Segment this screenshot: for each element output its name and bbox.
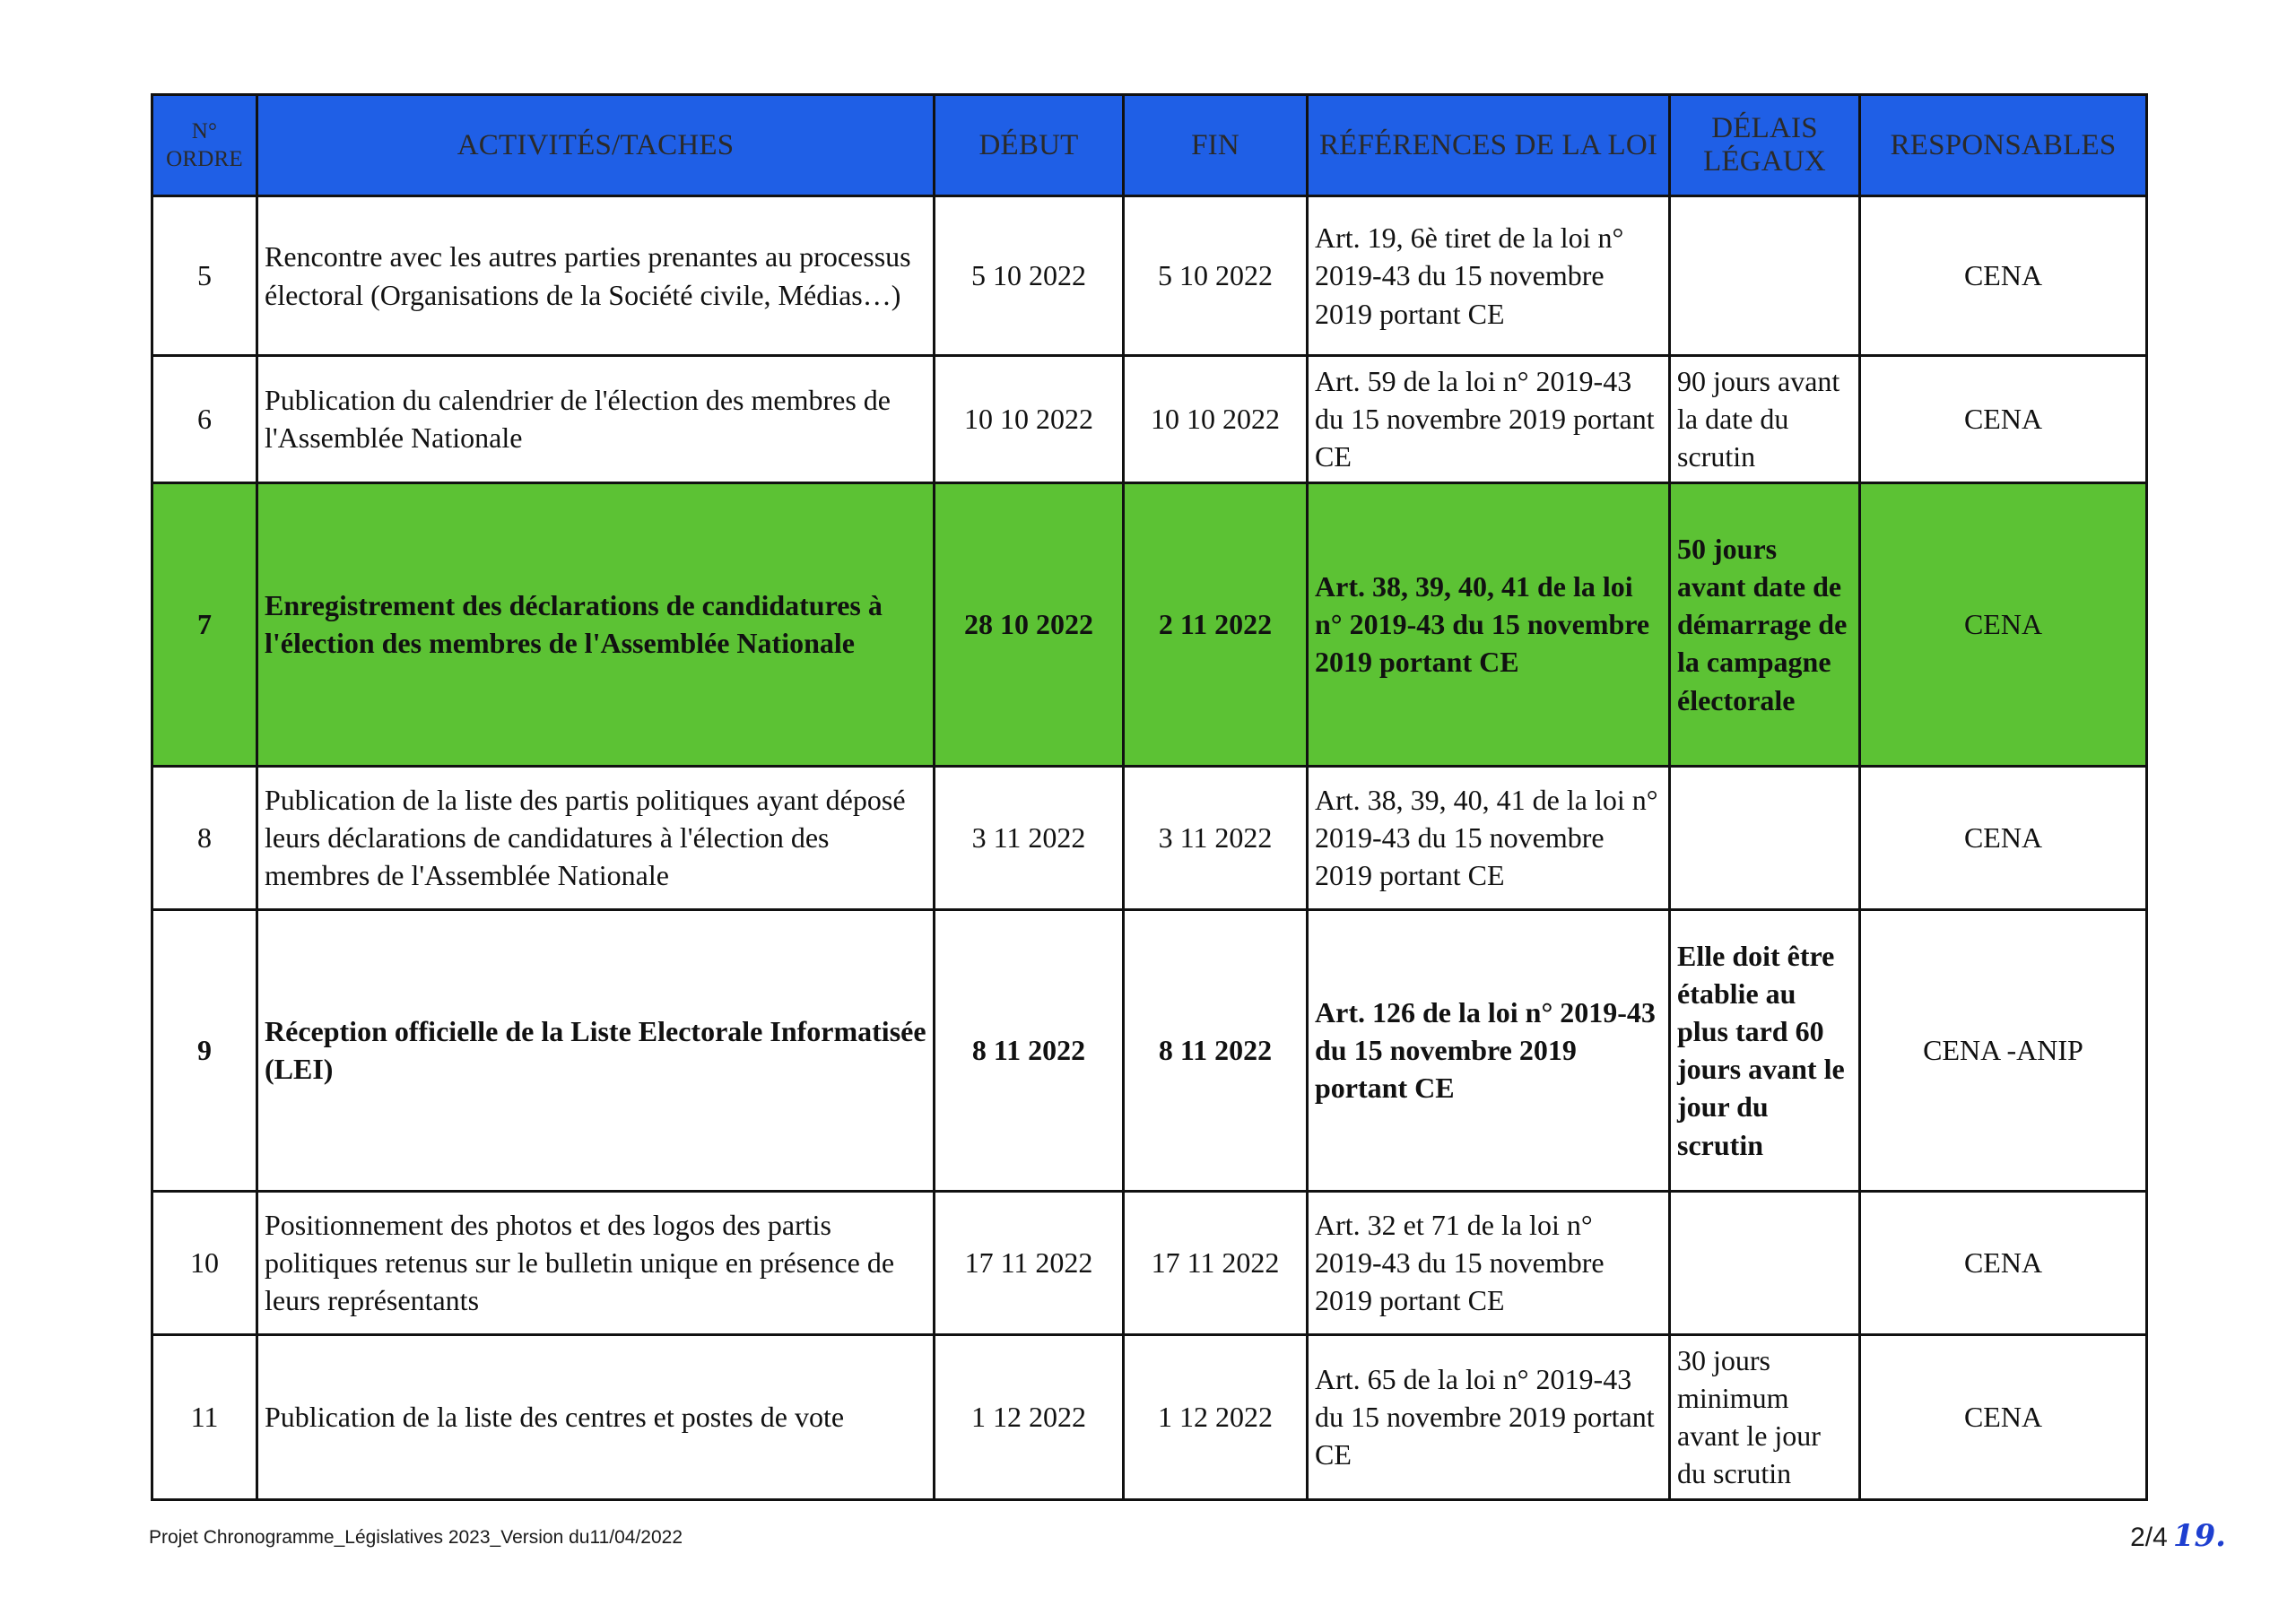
handwritten-mark: 19. — [2172, 1518, 2226, 1554]
cell-delai — [1670, 1191, 1860, 1334]
cell-reference: Art. 38, 39, 40, 41 de la loi n° 2019-43 du 15 novembre 2019 portant CE — [1308, 766, 1670, 909]
header-delais: DÉLAIS LÉGAUX — [1670, 95, 1860, 196]
header-activites: ACTIVITÉS/TACHES — [257, 95, 935, 196]
table-header-row — [152, 95, 2147, 196]
header-debut: DÉBUT — [935, 95, 1124, 196]
cell-ordre: 10 — [152, 1191, 257, 1334]
header-references: RÉFÉRENCES DE LA LOI — [1308, 95, 1670, 196]
cell-responsable: CENA — [1860, 1191, 2147, 1334]
cell-reference: Art. 59 de la loi n° 2019-43 du 15 novembre 2019 portant CE — [1308, 356, 1670, 483]
cell-activite: Publication de la liste des partis politiques ayant déposé leurs déclarations de candidatures à l'élection des membres de l'Assemblée Nationale — [257, 766, 935, 909]
table-row — [152, 356, 2147, 483]
cell-activite: Réception officielle de la Liste Electorale Informatisée (LEI) — [257, 909, 935, 1191]
table-row — [152, 1191, 2147, 1334]
cell-fin: 8 11 2022 — [1124, 909, 1308, 1191]
cell-activite: Rencontre avec les autres parties prenantes au processus électoral (Organisations de la Société civile, Médias…) — [257, 196, 935, 356]
cell-activite: Publication de la liste des centres et postes de vote — [257, 1334, 935, 1499]
footer-document-title: Projet Chronogramme_Législatives 2023_Version du11/04/2022 — [149, 1527, 683, 1548]
table-row — [152, 766, 2147, 909]
header-fin: FIN — [1124, 95, 1308, 196]
cell-responsable: CENA — [1860, 356, 2147, 483]
cell-reference: Art. 32 et 71 de la loi n° 2019-43 du 15 novembre 2019 portant CE — [1308, 1191, 1670, 1334]
page-number: 2/4 — [2130, 1523, 2168, 1552]
cell-debut: 8 11 2022 — [935, 909, 1124, 1191]
cell-delai: 50 jours avant date de démarrage de la campagne électorale — [1670, 482, 1860, 766]
table-row — [152, 196, 2147, 356]
schedule-table — [151, 93, 2148, 1501]
cell-debut: 5 10 2022 — [935, 196, 1124, 356]
cell-debut: 10 10 2022 — [935, 356, 1124, 483]
cell-responsable: CENA — [1860, 766, 2147, 909]
cell-fin: 5 10 2022 — [1124, 196, 1308, 356]
cell-ordre: 7 — [152, 482, 257, 766]
header-ordre: N° ORDRE — [152, 95, 257, 196]
cell-fin: 10 10 2022 — [1124, 356, 1308, 483]
cell-fin: 17 11 2022 — [1124, 1191, 1308, 1334]
cell-fin: 3 11 2022 — [1124, 766, 1308, 909]
cell-debut: 17 11 2022 — [935, 1191, 1124, 1334]
cell-ordre: 8 — [152, 766, 257, 909]
cell-reference: Art. 126 de la loi n° 2019-43 du 15 novembre 2019 portant CE — [1308, 909, 1670, 1191]
cell-activite: Publication du calendrier de l'élection des membres de l'Assemblée Nationale — [257, 356, 935, 483]
table-row-highlighted — [152, 482, 2147, 766]
cell-reference: Art. 38, 39, 40, 41 de la loi n° 2019-43 du 15 novembre 2019 portant CE — [1308, 482, 1670, 766]
cell-activite: Enregistrement des déclarations de candidatures à l'élection des membres de l'Assemblée Nationale — [257, 482, 935, 766]
cell-delai: 30 jours minimum avant le jour du scrutin — [1670, 1334, 1860, 1499]
cell-reference: Art. 19, 6è tiret de la loi n° 2019-43 du 15 novembre 2019 portant CE — [1308, 196, 1670, 356]
cell-delai: Elle doit être établie au plus tard 60 jours avant le jour du scrutin — [1670, 909, 1860, 1191]
cell-debut: 28 10 2022 — [935, 482, 1124, 766]
cell-fin: 1 12 2022 — [1124, 1334, 1308, 1499]
cell-reference: Art. 65 de la loi n° 2019-43 du 15 novembre 2019 portant CE — [1308, 1334, 1670, 1499]
cell-delai — [1670, 766, 1860, 909]
cell-ordre: 6 — [152, 356, 257, 483]
cell-debut: 3 11 2022 — [935, 766, 1124, 909]
cell-responsable: CENA — [1860, 482, 2147, 766]
header-responsables: RESPONSABLES — [1860, 95, 2147, 196]
cell-delai: 90 jours avant la date du scrutin — [1670, 356, 1860, 483]
cell-ordre: 5 — [152, 196, 257, 356]
cell-responsable: CENA -ANIP — [1860, 909, 2147, 1191]
cell-delai — [1670, 196, 1860, 356]
table-row — [152, 1334, 2147, 1499]
cell-fin: 2 11 2022 — [1124, 482, 1308, 766]
table-row — [152, 909, 2147, 1191]
cell-responsable: CENA — [1860, 1334, 2147, 1499]
footer-page-indicator — [2130, 1518, 2226, 1554]
cell-ordre: 11 — [152, 1334, 257, 1499]
cell-responsable: CENA — [1860, 196, 2147, 356]
cell-ordre: 9 — [152, 909, 257, 1191]
cell-debut: 1 12 2022 — [935, 1334, 1124, 1499]
cell-activite: Positionnement des photos et des logos des partis politiques retenus sur le bulletin unique en présence de leurs représentants — [257, 1191, 935, 1334]
